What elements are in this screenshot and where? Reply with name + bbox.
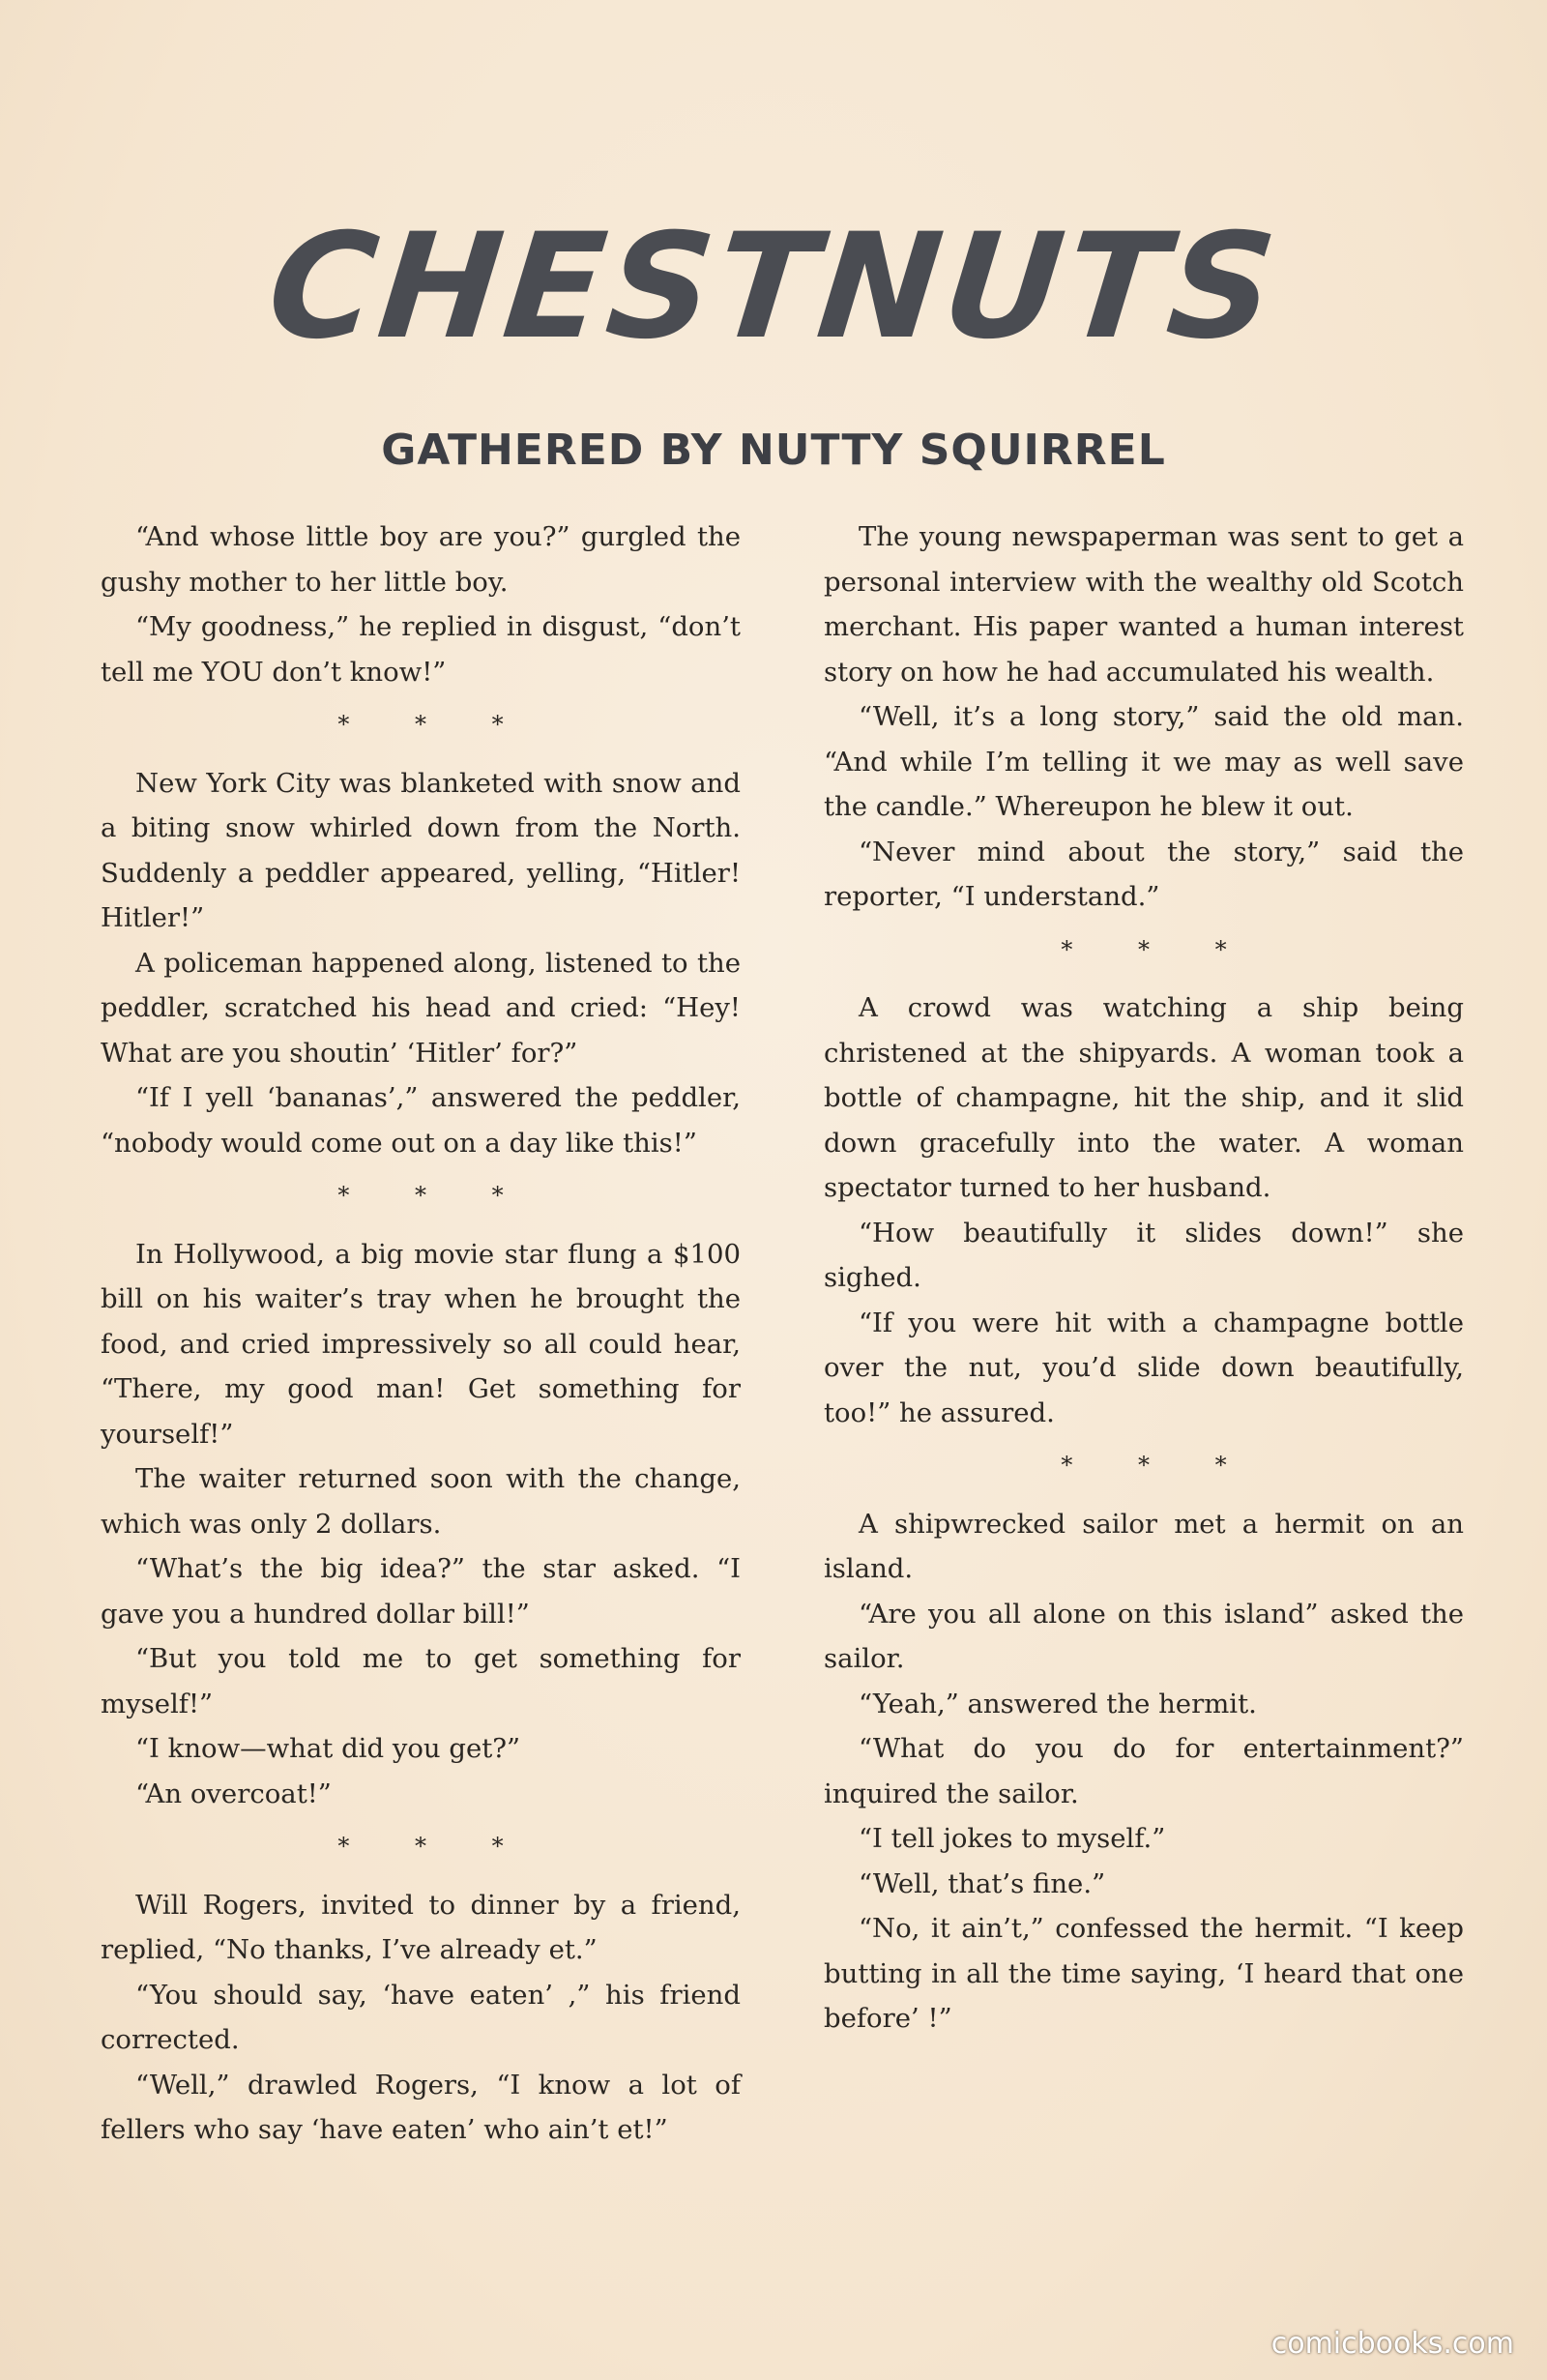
joke-paragraph: “What’s the big idea?” the star asked. “I gave you a hundred dollar bill!” [101,1553,741,1630]
joke-paragraph: “You should say, ‘have eaten’ ,” his friend corrected. [101,1979,741,2055]
joke-paragraph: “And whose little boy are you?” gurgled the gushy mother to her little boy. [101,521,741,598]
watermark-text: comicbooks.com [1270,2327,1514,2361]
joke-paragraph: A shipwrecked sailor met a hermit on an island. [824,1508,1464,1584]
section-separator: * * * [337,1833,533,1860]
joke-paragraph: “If you were hit with a champagne bottle over the nut, you’d slide down beautifully, too!” he assured. [824,1307,1464,1428]
joke-paragraph: “If I yell ‘bananas’,” answered the peddler, “nobody would come out on a day like this!” [101,1082,741,1159]
joke-paragraph: In Hollywood, a big movie star flung a $100 bill on his waiter’s tray when he brought the food, and cried impressively so all could hear, “There, my good man! Get something for yourself!” [101,1238,741,1450]
joke-paragraph: New York City was blanketed with snow and a biting snow whirled down from the North. Suddenly a peddler appeared, yelling, “Hitler! Hitler!” [101,767,741,933]
joke-paragraph: “How beautifully it slides down!” she sighed. [824,1217,1464,1293]
joke-paragraph: “I tell jokes to myself.” [859,1823,1166,1854]
joke-paragraph: “Are you all alone on this island” asked the sailor. [824,1598,1464,1674]
page-subtitle: GATHERED BY NUTTY SQUIRREL [381,426,1166,475]
page-title: CHESTNUTS [260,203,1287,371]
joke-paragraph: The waiter returned soon with the change, which was only 2 dollars. [101,1463,741,1540]
joke-paragraph: “I know—what did you get?” [135,1733,521,1764]
joke-paragraph: “But you told me to get something for myself!” [101,1643,741,1719]
joke-paragraph: The young newspaperman was sent to get a personal interview with the wealthy old Scotch merchant. His paper wanted a human interest story on how he had accumulated his wealth. [824,521,1464,688]
right-column [824,514,1464,2042]
joke-paragraph: A crowd was watching a ship being christened at the shipyards. A woman took a bottle of champagne, hit the ship, and it slid down gracefully into the water. A woman spectator turned to her husband. [824,992,1464,1203]
joke-paragraph: “Well, it’s a long story,” said the old man. “And while I’m telling it we may as well save the candle.” Whereupon he blew it out. [824,701,1464,822]
joke-paragraph: Will Rogers, invited to dinner by a friend, replied, “No thanks, I’ve already et.” [101,1889,741,1965]
joke-paragraph: A policeman happened along, listened to the peddler, scratched his head and cried: “Hey! What are you shoutin’ ‘Hitler’ for?” [101,947,741,1069]
joke-paragraph: “Yeah,” answered the hermit. [859,1688,1257,1719]
joke-paragraph: “My goodness,” he replied in disgust, “don’t tell me YOU don’t know!” [101,611,741,688]
joke-paragraph: “What do you do for entertainment?” inquired the sailor. [824,1733,1464,1809]
section-separator: * * * [337,711,533,738]
joke-paragraph: “Never mind about the story,” said the reporter, “I understand.” [824,836,1464,912]
joke-paragraph: “Well,” drawled Rogers, “I know a lot of fellers who say ‘have eaten’ who ain’t et!” [101,2069,741,2145]
joke-paragraph: “An overcoat!” [135,1778,332,1809]
section-separator: * * * [337,1182,533,1209]
section-separator: * * * [1061,1452,1256,1479]
joke-paragraph: “Well, that’s fine.” [859,1867,1106,1899]
section-separator: * * * [1061,935,1256,963]
joke-paragraph: “No, it ain’t,” confessed the hermit. “I keep butting in all the time saying, ‘I heard that one before’ !” [824,1913,1464,2034]
left-column [101,514,741,2153]
